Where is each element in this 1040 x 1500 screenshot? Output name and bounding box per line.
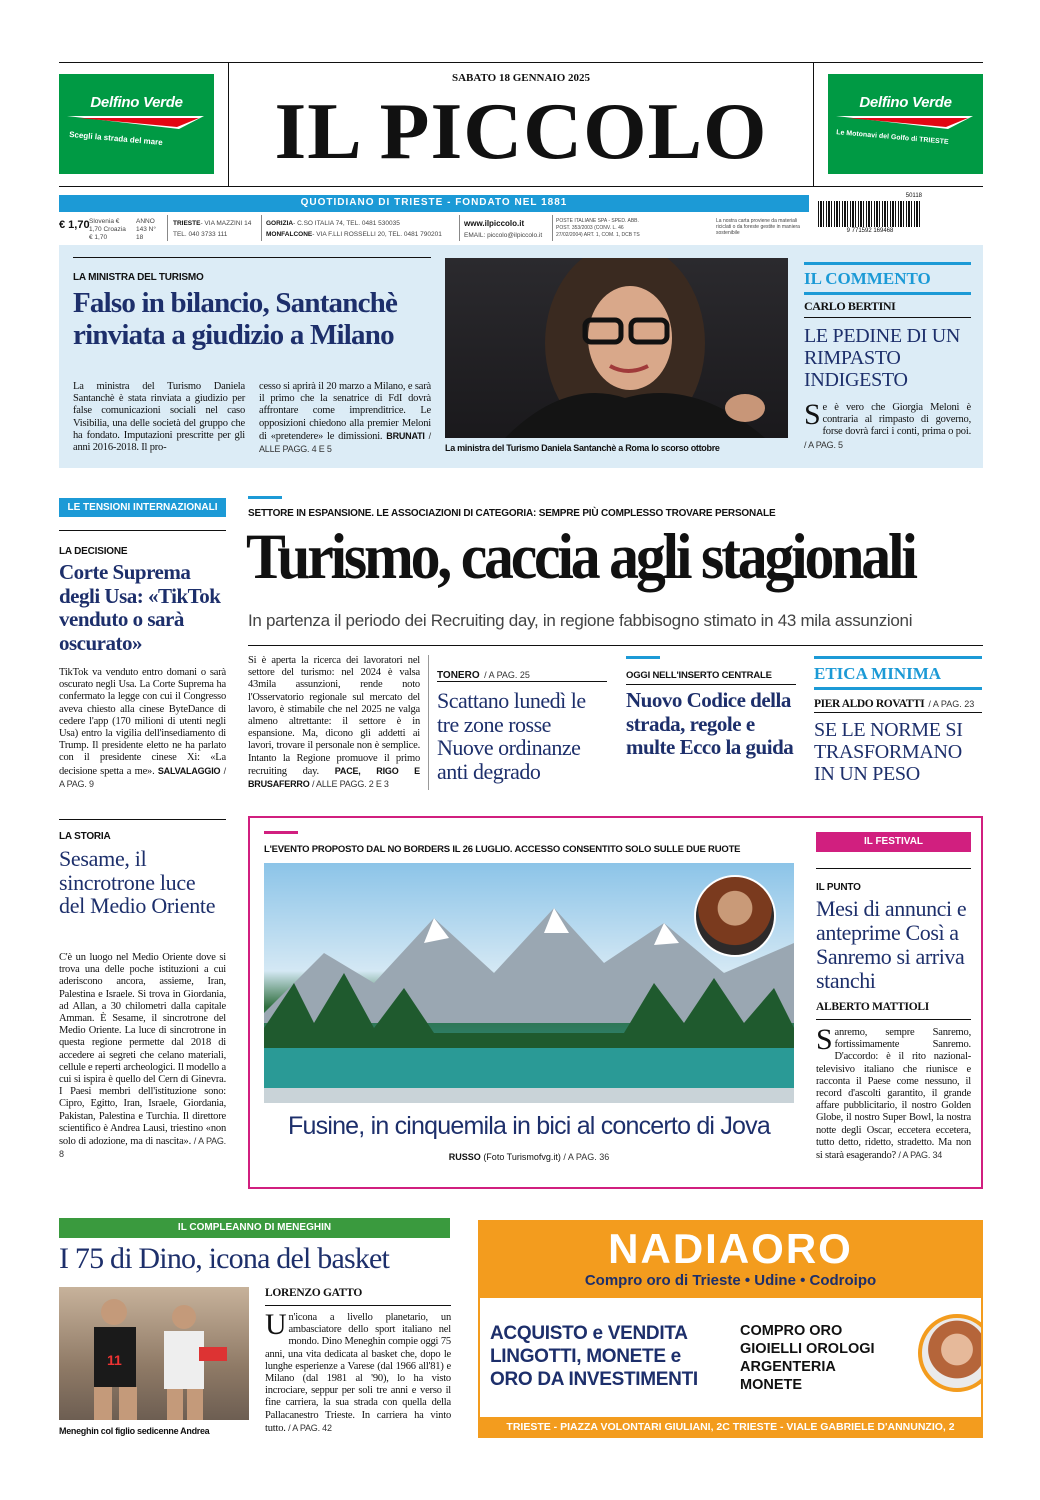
issue-number: ANNO 143 N° 18 — [136, 218, 156, 241]
etica-headline[interactable]: SE LE NORME SI TRASFORMANO IN UN PESO — [814, 719, 963, 785]
festival-ref[interactable]: / A PAG. 34 — [898, 1150, 943, 1161]
commento-body — [804, 398, 971, 452]
ad-tagline: Le Motonavi del Golfo di TRIESTE — [835, 129, 949, 146]
issue-date: SABATO 18 GENNAIO 2025 — [451, 72, 591, 84]
nadiaoro-right-line: MONETE — [740, 1377, 803, 1393]
jova-ref[interactable]: / A PAG. 36 — [563, 1152, 610, 1162]
storia-headline[interactable]: Sesame, il sincrotrone luce del Medio Oriente — [59, 846, 216, 918]
monfalcone-address: - VIA F.LLI ROSSELLI 20, TEL. 0481 790201 — [312, 231, 442, 238]
tensioni-body — [59, 667, 226, 791]
jova-photo-credit: (Foto Turismofvg.it) — [483, 1152, 561, 1162]
festival-headline[interactable]: Mesi di annunci e anteprime Così a Sanremo si arriva stanchi — [816, 896, 967, 993]
tensioni-ref[interactable]: / A PAG. 9 — [59, 765, 226, 789]
main-story-body — [248, 655, 420, 791]
nadiaoro-brand: NADIAORO — [608, 1225, 853, 1272]
festival-text: anremo, sempre Sanremo, fortissimamente Sanremo. D'accordo: è il rito nazional-televisivo italiano che riunisce e racconta il Paese come nessuno, il record d'ascolti garantito, il grande affare pubblicitario, il nostro Golden Globe, il nostro Super Bowl, la nostra notte degli Oscar, eccetera eccetera, tutto detto, ridetto, stradetto. Ma non si starà esagerando? — [816, 1027, 971, 1162]
codice-kicker: OGGI NELL'INSERTO CENTRALE — [626, 670, 772, 681]
festival-body — [816, 1023, 971, 1162]
nadiaoro-right-line: GIOIELLI OROLOGI — [740, 1341, 875, 1357]
barcode — [818, 193, 922, 238]
postal-info: POSTE ITALIANE SPA - SPED. ABB. POST. 353/2003 (CONV. L. 46 27/02/2004) ART. 1, COM. 1, DCB TS — [556, 218, 640, 238]
tonero-headline[interactable]: Scattano lunedì le tre zone rosse Nuove ordinanze anti degrado — [437, 688, 586, 784]
meneghin-photo — [59, 1287, 249, 1420]
etica-ref[interactable]: / A PAG. 23 — [928, 699, 975, 709]
trieste-address: - VIA MAZZINI 14 — [200, 220, 252, 227]
trieste-office — [173, 218, 259, 240]
contacts — [464, 218, 552, 241]
festival-tag: IL FESTIVAL — [816, 832, 971, 852]
commento-author: CARLO BERTINI — [804, 299, 896, 313]
gorizia-label: GORIZIA — [266, 220, 294, 227]
trieste-label: TRIESTE — [173, 220, 201, 227]
main-story-deck: In partenza il periodo dei Recruiting day, in regione fabbisogno stimato in 43 mila assunzioni — [248, 611, 913, 630]
gorizia-address: - C.SO ITALIA 74, TEL. 0481 530035 — [293, 220, 400, 227]
commento-headline[interactable]: LE PEDINE DI UN RIMPASTO INDIGESTO — [804, 325, 961, 391]
top-story-ref[interactable]: / ALLE PAGG. 4 E 5 — [259, 430, 431, 455]
nadiaoro-left-line: ORO DA INVESTIMENTI — [490, 1369, 698, 1390]
etica-byline — [814, 694, 974, 712]
ad-brand: Delfino Verde — [90, 94, 183, 111]
monfalcone-label: MONFALCONE — [266, 231, 313, 238]
santanche-caption: La ministra del Turismo Daniela Santanchè a Roma lo scorso ottobre — [445, 443, 720, 453]
commento-dropcap: S — [804, 398, 821, 431]
tensioni-author: SALVALAGGIO — [157, 765, 221, 776]
festival-author: ALBERTO MATTIOLI — [816, 1001, 929, 1013]
top-story-col2 — [259, 381, 431, 456]
email: EMAIL: piccolo@ilpiccolo.it — [464, 232, 543, 239]
nadiaoro-right-line: ARGENTERIA — [740, 1359, 836, 1375]
swoosh-icon — [59, 112, 214, 132]
top-story-kicker: LA MINISTRA DEL TURISMO — [73, 272, 204, 283]
commento-text: e è vero che Giorgia Meloni è contraria al rimpasto di governo, forse dovrà farci i conti, prima o poi. — [822, 402, 971, 438]
jova-portrait — [694, 875, 776, 957]
festival-kicker: IL PUNTO — [816, 882, 861, 893]
jova-headline[interactable]: Fusine, in cinquemila in bici al concerto di Jova — [288, 1112, 770, 1140]
meneghin-caption: Meneghin col figlio sedicenne Andrea — [59, 1426, 210, 1436]
main-story-authors: PACE, RIGO E BRUSAFERRO — [248, 765, 420, 790]
masthead-subtitle: QUOTIDIANO DI TRIESTE - FONDATO NEL 1881 — [300, 197, 568, 208]
ad-nadiaoro[interactable] — [478, 1220, 983, 1438]
nadiaoro-portrait — [918, 1314, 983, 1392]
ad-brand: Delfino Verde — [859, 94, 952, 111]
price: € 1,70 — [59, 219, 90, 231]
jova-credit — [264, 1152, 794, 1162]
main-story-text: Si è aperta la ricerca dei lavoratori nel settore del turismo: nel 2024 è valsa 43mila assunzioni, rende noto l'Osservatorio regionale sul mercato del lavoro, è stimabile che nel 2025 ne valga almeno altrettante: il settore è in espansione. Ma, dicono gli addetti ai lavori, trovare il personale non è semplice. Intanto la Regione promuove il primo recruiting day. — [248, 655, 420, 777]
ad-delfino-verde-left[interactable] — [59, 74, 214, 174]
commento-ref[interactable]: / A PAG. 5 — [804, 439, 843, 450]
jova-author: RUSSO — [448, 1152, 481, 1162]
meneghin-body — [265, 1308, 451, 1435]
main-story-headline[interactable]: Turismo, caccia agli stagionali — [246, 521, 915, 593]
santanche-portrait-icon — [445, 258, 788, 438]
nadiaoro-right-line: COMPRO ORO — [740, 1323, 843, 1339]
price-note: Slovenia € 1,70 Croazia € 1,70 — [89, 218, 126, 241]
codice-headline[interactable]: Nuovo Codice della strada, regole e multe Ecco la guida — [626, 688, 794, 759]
website-link[interactable]: www.ilpiccolo.it — [464, 219, 525, 228]
ad-tagline: Scegli la strada del mare — [68, 129, 164, 148]
swoosh-icon — [828, 112, 983, 132]
barcode-number: 9 771592 169468 — [846, 228, 894, 234]
masthead-title: IL PICCOLO — [274, 88, 768, 176]
tonero-author: TONERO — [437, 670, 480, 681]
fusine-lake-photo — [264, 863, 794, 1103]
tensioni-text: TikTok va venduto entro domani o sarà oscurato negli Usa. La Corte Suprema ha confermato la legge con cui il Congresso aveva chiesto alla cinese ByteDance di cedere l'app (170 milioni di utenti negli Usa) entro la vigilia dell'insediamento di Trump. Il presidente eletto ne ha parlato con il presidente cinese Xi: «La decisione spetta a me». — [59, 667, 226, 777]
storia-body — [59, 952, 226, 1161]
nadiaoro-left — [490, 1322, 735, 1391]
meneghin-headline[interactable]: I 75 di Dino, icona del basket — [59, 1242, 390, 1275]
top-story-col1: La ministra del Turismo Daniela Santanchè è stata rinviata a giudizio per false comunicazioni sociali nel caso Visibilia, una delle società del gruppo che ha fondato. Imputazioni prescritte per gli anni 2016-2018. Il pro- — [73, 381, 245, 454]
tonero-ref[interactable]: / A PAG. 25 — [484, 670, 530, 680]
commento-label: IL COMMENTO — [804, 269, 931, 288]
nadiaoro-left-line: LINGOTTI, MONETE e — [490, 1346, 681, 1367]
main-story-kicker: SETTORE IN ESPANSIONE. LE ASSOCIAZIONI DI CATEGORIA: SEMPRE PIÙ COMPLESSO TROVARE PERSONALE — [248, 508, 776, 519]
gorizia-monfalcone-office — [266, 218, 456, 240]
jova-kicker: L'EVENTO PROPOSTO DAL NO BORDERS IL 26 LUGLIO. ACCESSO CONSENTITO SOLO SULLE DUE RUOTE — [264, 844, 741, 855]
ad-delfino-verde-right[interactable] — [828, 74, 983, 174]
meneghin-ref[interactable]: / A PAG. 42 — [288, 1422, 332, 1433]
meneghin-text: n'icona a livello planetario, un ambasciatore dello sport italiano nel mondo. Dino Meneghin compie oggi 75 anni, una vita dedicata al basket che, dopo le lunghe esperienze a Varese (dal 1966 all'81) e Milano (dal 1981 al '90), lo ha visto incrociare, seppur per soli tre anni e verso il fine carriera, la sua strada con quella della Pallacanestro Trieste. In carriera ha vinto tutto. — [265, 1312, 451, 1434]
storia-kicker: LA STORIA — [59, 831, 111, 842]
main-story-ref[interactable]: / ALLE PAGG. 2 E 3 — [311, 779, 389, 790]
barcode-top: 50118 — [905, 193, 922, 199]
info-bar — [59, 215, 809, 241]
tensioni-tag: LE TENSIONI INTERNAZIONALI — [59, 498, 226, 517]
nadiaoro-sub: Compro oro di Trieste • Udine • Codroipo — [584, 1272, 877, 1289]
top-story-headline[interactable]: Falso in bilancio, Santanchè rinviata a giudizio a Milano — [73, 287, 398, 351]
svg-text:11: 11 — [107, 1352, 122, 1368]
meneghin-dropcap: U — [265, 1308, 287, 1341]
storia-text: C'è un luogo nel Medio Oriente dove si trova una delle poche istituzioni a cui aderiscono ancora, assieme, Iran, Palestina e Israele. Si trova in Giordania, ad Allan, a 30 chilometri dalla capitale Amman. È Sesame, il sincrotrone del Medio Oriente. La luce di sincrotrone in questa regione permette dal 2018 di accedere ai segreti che celano materiali, cellule e reperti archeologici. Il modello a cui si ispira è quello del Cern di Ginevra. I Paesi membri dell'istituzione sono: Cipro, Egitto, Iran, Israele, Giordania, Pakistan, Palestina e Turchia. Il direttore scientifico è Andrea Lausi, triestino «non solo di adozione, ma di nascita». — [59, 952, 226, 1148]
festival-dropcap: S — [816, 1023, 833, 1056]
santanche-photo — [445, 258, 788, 438]
etica-author: PIER ALDO ROVATTI — [814, 698, 925, 710]
basketball-players-icon — [59, 1287, 249, 1420]
paper-note: La nostra carta proviene da materiali riciclati o da foreste gestite in maniera sostenibile — [716, 218, 800, 236]
top-story-col2-text: cesso si aprirà il 20 marzo a Milano, e sarà il primo che la senatrice di FdI dovrà affrontare come imprenditrice. Le opposizioni chiedono alla premier Meloni di «pretendere» le dimissioni. — [259, 381, 431, 442]
tensioni-kicker: LA DECISIONE — [59, 546, 128, 557]
nadiaoro-right — [740, 1322, 920, 1394]
meneghin-tag: IL COMPLEANNO DI MENEGHIN — [59, 1218, 450, 1238]
nadiaoro-left-line: ACQUISTO e VENDITA — [490, 1323, 688, 1344]
nadiaoro-footer: TRIESTE - PIAZZA VOLONTARI GIULIANI, 2C TRIESTE - VIALE GABRIELE D'ANNUNZIO, 2 — [480, 1417, 981, 1438]
etica-label: ETICA MINIMA — [814, 664, 942, 683]
meneghin-author: LORENZO GATTO — [265, 1287, 362, 1299]
trieste-phone: TEL. 040 3733 111 — [173, 231, 228, 238]
storia-ref[interactable]: / A PAG. 8 — [59, 1136, 226, 1160]
tensioni-headline[interactable]: Corte Suprema degli Usa: «TikTok venduto o sarà oscurato» — [59, 560, 221, 655]
top-story-author: BRUNATI — [386, 430, 425, 441]
